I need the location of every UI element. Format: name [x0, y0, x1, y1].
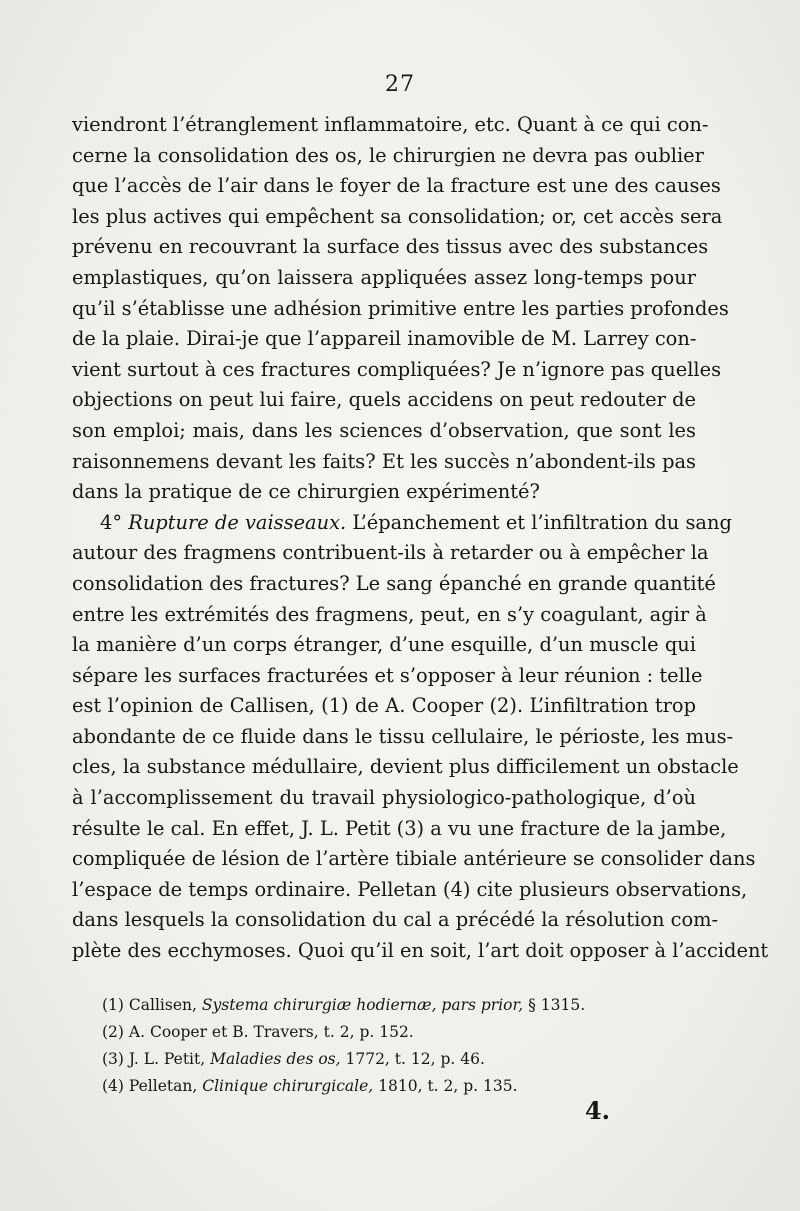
text-line: raisonnemens devant les faits? Et les succès n’abondent-ils pas: [72, 449, 696, 473]
footnote-title: Systema chirurgiæ hodiernæ, pars prior,: [201, 996, 524, 1014]
text-line: plète des ecchymoses. Quoi qu’il en soit, l’art doit opposer à l’accident: [72, 939, 769, 963]
section-title: Rupture de vaisseaux.: [128, 510, 347, 534]
text-line: cles, la substance médullaire, devient plus difficilement un obstacle: [72, 755, 739, 779]
text-line: à l’accomplissement du travail physiologico-pathologique, d’où: [72, 786, 696, 810]
text-line: que l’accès de l’air dans le foyer de la fracture est une des causes: [72, 174, 721, 198]
text-line: les plus actives qui empêchent sa consolidation; or, cet accès sera: [72, 204, 723, 228]
text-line: l’espace de temps ordinaire. Pelletan (4) cite plusieurs observations,: [72, 877, 748, 901]
footnote-ref: 1810, t. 2, p. 135.: [378, 1077, 518, 1095]
footnote-number: (4): [102, 1077, 124, 1095]
text-line: autour des fragmens contribuent-ils à retarder ou à empêcher la: [72, 541, 709, 565]
footnote-title: Clinique chirurgicale,: [202, 1077, 374, 1095]
footnote: [102, 992, 662, 1019]
text-line: cerne la consolidation des os, le chirurgien ne devra pas oublier: [72, 143, 704, 167]
text-line: sépare les surfaces fracturées et s’opposer à leur réunion : telle: [72, 663, 703, 687]
footnote: [102, 1046, 662, 1073]
text-line: est l’opinion de Callisen, (1) de A. Cooper (2). L’infiltration trop: [72, 694, 696, 718]
text-line: prévenu en recouvrant la surface des tissus avec des substances: [72, 235, 709, 259]
footnote-number: (2): [102, 1023, 124, 1041]
footnotes: [102, 992, 662, 1100]
footnote-ref: 1772, t. 12, p. 46.: [345, 1050, 485, 1068]
text-line: la manière d’un corps étranger, d’une esquille, d’un muscle qui: [72, 633, 696, 657]
section-first-line: L’épanchement et l’infiltration du sang: [352, 510, 732, 534]
text-line: emplastiques, qu’on laissera appliquées assez long-temps pour: [72, 265, 696, 289]
footnote-author: Callisen,: [128, 996, 197, 1014]
text-line: de la plaie. Dirai-je que l’appareil inamovible de M. Larrey con-: [72, 327, 697, 351]
footnote-number: (1): [102, 996, 124, 1014]
footnote-ref: § 1315.: [528, 996, 586, 1014]
text-line: vient surtout à ces fractures compliquées? Je n’ignore pas quelles: [72, 357, 722, 381]
signature-mark: 4.: [584, 1096, 610, 1125]
text-line: qu’il s’établisse une adhésion primitive entre les parties profondes: [72, 296, 729, 320]
text-line: entre les extrémités des fragmens, peut, en s’y coagulant, agir à: [72, 602, 707, 626]
footnote-title: Maladies des os,: [210, 1050, 341, 1068]
text-line: objections on peut lui faire, quels accidens on peut redouter de: [72, 388, 696, 412]
footnote-ref: t. 2, p. 152.: [323, 1023, 414, 1041]
footnote-author: J. L. Petit,: [128, 1050, 206, 1068]
footnote: [102, 1073, 662, 1100]
text-line: dans la pratique de ce chirurgien expérimenté?: [72, 480, 540, 504]
footnote-author: A. Cooper et B. Travers,: [128, 1023, 319, 1041]
body-text: [72, 110, 769, 967]
text-line: son emploi; mais, dans les sciences d’observation, que sont les: [72, 418, 696, 442]
footnote-author: Pelletan,: [128, 1077, 198, 1095]
text-line: viendront l’étranglement inflammatoire, etc. Quant à ce qui con-: [72, 113, 709, 136]
text-line: dans lesquels la consolidation du cal a précédé la résolution com-: [72, 908, 719, 932]
footnote: [102, 1019, 662, 1046]
footnote-number: (3): [102, 1050, 124, 1068]
section-number: 4°: [100, 510, 123, 534]
text-line: résulte le cal. En effet, J. L. Petit (3) a vu une fracture de la jambe,: [72, 816, 727, 840]
page-number: 27: [385, 72, 415, 97]
text-line: compliquée de lésion de l’artère tibiale antérieure se consolider dans: [72, 847, 756, 871]
section-heading-line: [72, 508, 732, 539]
text-line: abondante de ce fluide dans le tissu cellulaire, le périoste, les mus-: [72, 724, 734, 748]
text-line: consolidation des fractures? Le sang épanché en grande quantité: [72, 571, 716, 595]
